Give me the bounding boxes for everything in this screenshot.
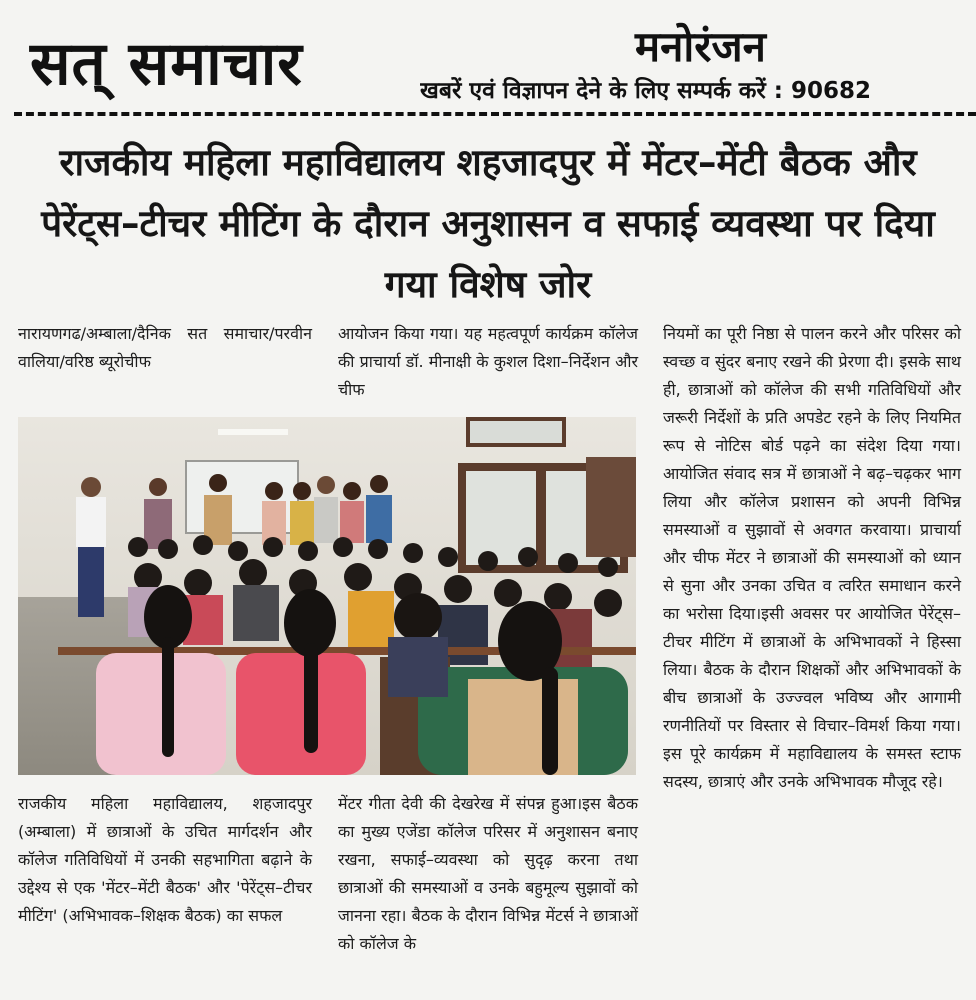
- headline: राजकीय महिला महाविद्यालय शहजादपुर में मेंटर–मेंटी बैठक और पेरेंट्स–टीचर मीटिंग के दौरान अनुशासन व सफाई व्यवस्था पर दिया गया विशेष जोर: [41, 141, 935, 306]
- classroom-photo-illustration: [18, 417, 636, 775]
- newspaper-title: सत् समाचार: [30, 29, 303, 99]
- masthead-divider: [14, 112, 976, 116]
- news-photo: [18, 417, 636, 775]
- contact-line: खबरें एवं विज्ञापन देने के लिए सम्पर्क करें : 90682: [420, 78, 872, 104]
- column-3-text: नियमों का पूरी निष्ठा से पालन करने और परिसर को स्वच्छ व सुंदर बनाए रखने की प्रेरणा दी। इसके साथ ही, छात्राओं को कॉलेज की सभी गतिविधियों और जरूरी निर्देशों के प्रति अपडेट रहने के लिए नियमित रूप से नोटिस बोर्ड पढ़ने का संदेश दिया गया।आयोजित संवाद सत्र में छात्राओं ने बढ़–चढ़कर भाग लिया और कॉलेज प्रशासन को अपनी विभिन्न समस्याओं व सुझावों से अवगत करवाया। प्राचार्या और चीफ मेंटर ने छात्राओं की समस्याओं को ध्यान से सुना और उनका उचित व त्वरित समाधान करने का भरोसा दिया।इसी अवसर पर आयोजित पेरेंट्स–टीचर मीटिंग में छात्राओं के अभिभावकों ने हिस्सा लिया। बैठक के दौरान शिक्षकों और अभिभावकों के बीच छात्राओं के उज्ज्वल भविष्य और आगामी रणनीतियों पर विस्तार से विचार–विमर्श किया गया। इस पूरे कार्यक्रम में महाविद्यालय के समस्त स्टाफ सदस्य, छात्राएं और उनके अभिभावक मौजूद रहे।: [663, 324, 961, 791]
- column-2-bottom-text: मेंटर गीता देवी की देखरेख में संपन्न हुआ।इस बैठक का मुख्य एजेंडा कॉलेज परिसर में अनुशासन बनाए रखना, सफाई–व्यवस्था को सुदृढ़ करना तथा छात्राओं की समस्याओं व उनके बहुमूल्य सुझावों को जानना रहा। बैठक के दौरान विभिन्न मेंटर्स ने छात्राओं को कॉलेज के: [338, 794, 638, 953]
- column-2-top-text: आयोजन किया गया। यह महत्वपूर्ण कार्यक्रम कॉलेज की प्राचार्या डॉ. मीनाक्षी के कुशल दिशा–निर्देशन और चीफ: [338, 324, 638, 399]
- dateline-text: नारायणगढ/अम्बाला/दैनिक सत समाचार/परवीन वालिया/वरिष्ठ ब्यूरोचीफ: [18, 324, 312, 371]
- column-3: [663, 320, 961, 796]
- dateline: [18, 320, 312, 376]
- column-1-bottom: [18, 790, 312, 930]
- column-2-bottom: [338, 790, 638, 958]
- column-1-bottom-text: राजकीय महिला महाविद्यालय, शहजादपुर (अम्बाला) में छात्राओं के उचित मार्गदर्शन और कॉलेज गतिविधियों में उनकी सहभागिता बढ़ाने के उद्देश्य से एक 'मेंटर–मेंटी बैठक' और 'पेरेंट्स–टीचर मीटिंग' (अभिभावक–शिक्षक बैठक) का सफल: [18, 794, 312, 925]
- column-2-top: [338, 320, 638, 404]
- section-name: मनोरंजन: [635, 22, 766, 71]
